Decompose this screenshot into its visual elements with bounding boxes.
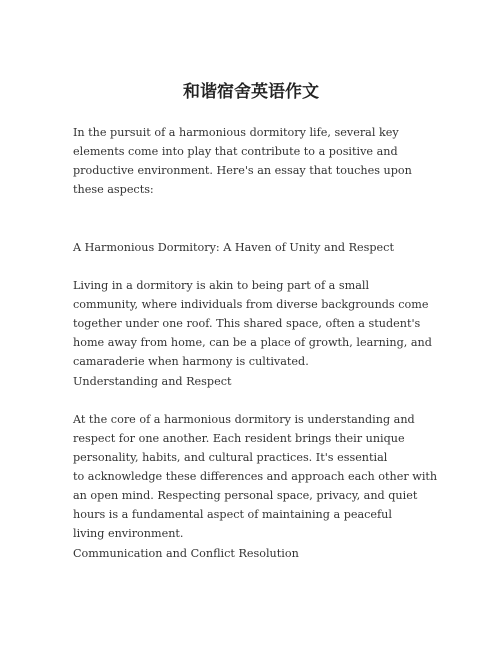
- intro-paragraph: [73, 123, 433, 199]
- text-line: At the core of a harmonious dormitory is understanding and: [73, 413, 415, 426]
- heading-text: Communication and Conflict Resolution: [73, 547, 299, 560]
- text-line: to acknowledge these differences and approach each other with: [73, 470, 438, 483]
- text-line: camaraderie when harmony is cultivated.: [73, 355, 309, 368]
- body-paragraph-1: [73, 276, 433, 371]
- heading-text: A Harmonious Dormitory: A Haven of Unity and Respect: [73, 241, 394, 254]
- text-line: In the pursuit of a harmonious dormitory life, several key: [73, 126, 399, 139]
- text-line: an open mind. Respecting personal space, privacy, and quiet: [73, 489, 418, 502]
- text-line: productive environment. Here's an essay that touches upon: [73, 164, 412, 177]
- text-line: community, where individuals from diverse backgrounds come: [73, 298, 429, 311]
- text-line: together under one roof. This shared space, often a student's: [73, 317, 421, 330]
- text-line: these aspects:: [73, 183, 154, 196]
- text-line: home away from home, can be a place of growth, learning, and: [73, 336, 432, 349]
- body-paragraph-2: [73, 410, 438, 543]
- text-line: respect for one another. Each resident brings their unique: [73, 432, 405, 445]
- text-line: Living in a dormitory is akin to being part of a small: [73, 279, 370, 292]
- heading-text: Understanding and Respect: [73, 375, 232, 388]
- text-line: living environment.: [73, 527, 184, 540]
- document-title: 和谐宿舍英语作文: [183, 82, 319, 102]
- section-heading-communication: [73, 544, 433, 563]
- section-heading-understanding: [73, 372, 433, 391]
- text-line: elements come into play that contribute to a positive and: [73, 145, 398, 158]
- text-line: hours is a fundamental aspect of maintaining a peaceful: [73, 508, 392, 521]
- essay-heading: [73, 238, 433, 257]
- text-line: personality, habits, and cultural practices. It's essential: [73, 451, 388, 464]
